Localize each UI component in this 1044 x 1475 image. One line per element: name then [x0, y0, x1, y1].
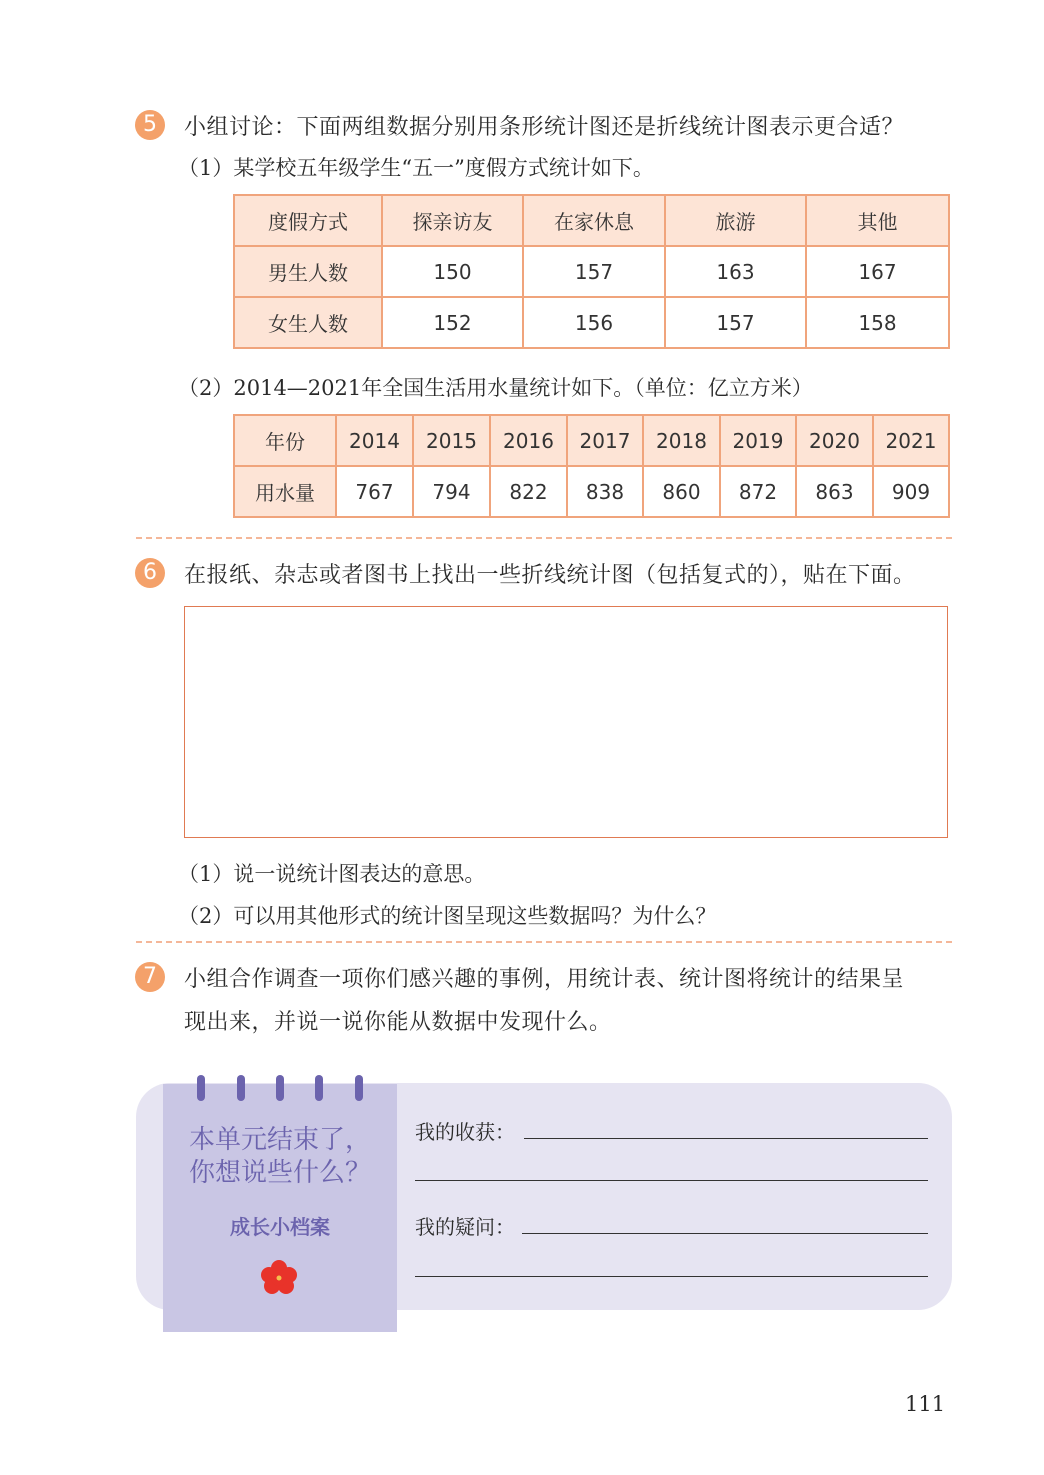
binder-ring-icon: [237, 1075, 245, 1101]
row-label-boys: 男生人数: [234, 246, 382, 297]
table-cell: 767: [336, 466, 413, 517]
table-header-cell: 2019: [720, 415, 796, 466]
table-header-row: [234, 195, 949, 246]
question-7-line-1: 小组合作调查一项你们感兴趣的事例，用统计表、统计图将统计的结果呈: [184, 967, 905, 992]
table-cell: 909: [873, 466, 949, 517]
question-5-title: 小组讨论：下面两组数据分别用条形统计图还是折线统计图表示更合适？: [184, 115, 905, 140]
table-cell: 156: [523, 297, 665, 348]
table-header-cell: 旅游: [665, 195, 806, 246]
table-header-cell: 度假方式: [234, 195, 382, 246]
table-header-cell: 年份: [234, 415, 336, 466]
table-cell: 863: [796, 466, 873, 517]
paste-area: [184, 606, 948, 838]
question-5-part-1: （1）某学校五年级学生“五一”度假方式统计如下。: [178, 156, 654, 180]
table-cell: 157: [665, 297, 806, 348]
summary-title-line-1: 本单元结束了，: [188, 1125, 371, 1155]
binder-ring-icon: [355, 1075, 363, 1101]
gains-answer-line-2[interactable]: [415, 1180, 928, 1181]
binder-ring-icon: [276, 1075, 284, 1101]
table-cell: 158: [806, 297, 949, 348]
question-5-badge: 5: [135, 110, 165, 140]
table-header-cell: 2015: [413, 415, 490, 466]
questions-answer-line-1[interactable]: [522, 1233, 928, 1234]
flower-icon: [257, 1258, 301, 1298]
table-row: [234, 246, 949, 297]
question-7-line-2: 现出来，并说一说你能从数据中发现什么。: [184, 1010, 612, 1035]
table-cell: 167: [806, 246, 949, 297]
section-divider: [136, 537, 952, 539]
question-6-title: 在报纸、杂志或者图书上找出一些折线统计图（包括复式的），贴在下面。: [184, 563, 916, 588]
question-5-part-2: （2）2014—2021年全国生活用水量统计如下。（单位：亿立方米）: [178, 376, 813, 400]
water-usage-table: [233, 414, 950, 518]
my-questions-label: 我的疑问：: [415, 1215, 515, 1239]
question-7-badge: 7: [135, 962, 165, 992]
table-cell: 860: [643, 466, 720, 517]
binder-ring-icon: [197, 1075, 205, 1101]
table-cell: 152: [382, 297, 523, 348]
table-cell: 163: [665, 246, 806, 297]
questions-answer-line-2[interactable]: [415, 1276, 928, 1277]
question-6-badge: 6: [135, 558, 165, 588]
table-cell: 150: [382, 246, 523, 297]
table-cell: 872: [720, 466, 796, 517]
table-header-cell: 2018: [643, 415, 720, 466]
table-header-cell: 2020: [796, 415, 873, 466]
table-cell: 157: [523, 246, 665, 297]
table-header-cell: 探亲访友: [382, 195, 523, 246]
table-header-row: [234, 415, 949, 466]
row-label-girls: 女生人数: [234, 297, 382, 348]
row-label-water: 用水量: [234, 466, 336, 517]
table-header-cell: 2014: [336, 415, 413, 466]
table-cell: 794: [413, 466, 490, 517]
table-header-cell: 其他: [806, 195, 949, 246]
summary-subtitle: 成长小档案: [230, 1215, 330, 1239]
table-header-cell: 2016: [490, 415, 567, 466]
binder-ring-icon: [315, 1075, 323, 1101]
my-gains-label: 我的收获：: [415, 1120, 515, 1144]
table-cell: 838: [567, 466, 643, 517]
table-cell: 822: [490, 466, 567, 517]
question-6-sub-1: （1）说一说统计图表达的意思。: [178, 862, 486, 886]
table-row: [234, 466, 949, 517]
summary-title-line-2: 你想说些什么？: [188, 1158, 371, 1188]
table-header-cell: 在家休息: [523, 195, 665, 246]
table-header-cell: 2021: [873, 415, 949, 466]
gains-answer-line-1[interactable]: [524, 1138, 928, 1139]
page-number: 111: [905, 1392, 946, 1416]
question-6-sub-2: （2）可以用其他形式的统计图呈现这些数据吗？为什么？: [178, 904, 717, 928]
table-header-cell: 2017: [567, 415, 643, 466]
section-divider: [136, 941, 952, 943]
vacation-table: [233, 194, 950, 349]
table-row: [234, 297, 949, 348]
